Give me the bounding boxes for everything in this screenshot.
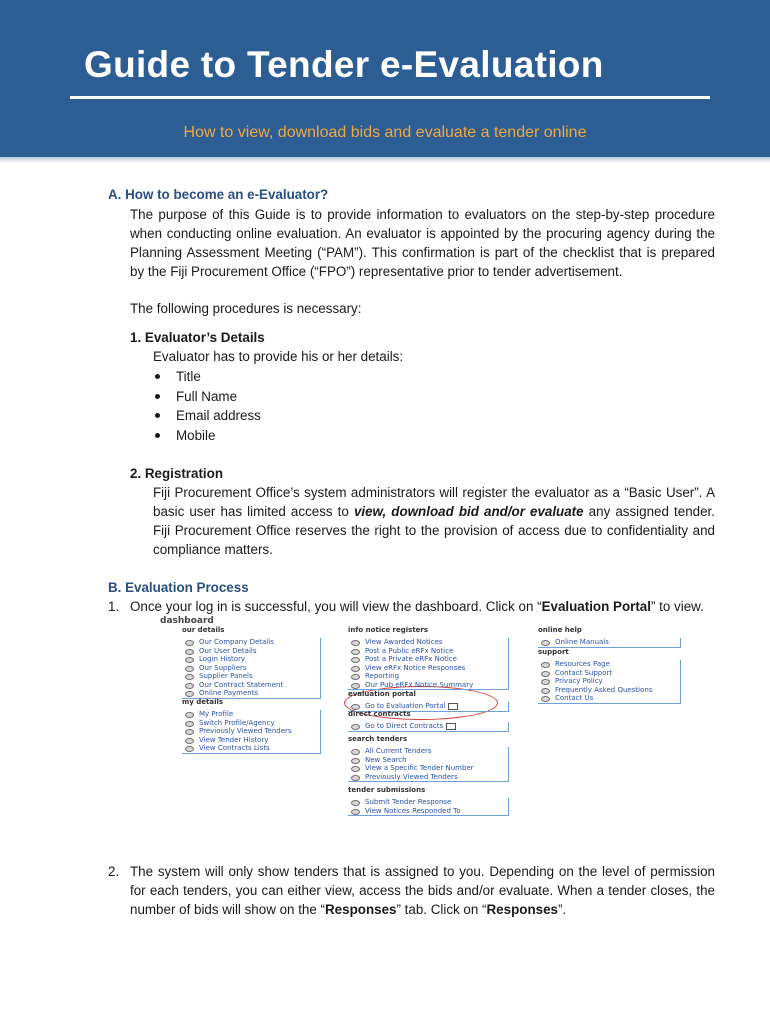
eye-icon [351, 724, 360, 730]
dashboard-link[interactable]: Supplier Panels [182, 672, 320, 681]
bullet-icon [155, 413, 160, 418]
banner-shadow [0, 157, 770, 163]
eye-icon [185, 666, 194, 672]
open-icon [448, 703, 458, 710]
bullet-item: Full Name [153, 387, 261, 407]
dashboard-link[interactable]: Contact Us [538, 694, 680, 703]
dashboard-panel-heading: online help [538, 626, 582, 634]
eye-icon [185, 649, 194, 655]
eye-icon [351, 800, 360, 806]
page-subtitle: How to view, download bids and evaluate a tender online [183, 124, 587, 141]
eye-icon [185, 683, 194, 689]
title-banner [0, 0, 770, 157]
dashboard-panel-heading: support [538, 648, 569, 656]
dashboard-link[interactable]: Previously Viewed Tenders [348, 773, 508, 782]
eye-icon [351, 749, 360, 755]
eye-icon [185, 729, 194, 735]
dashboard-panel [538, 648, 681, 704]
eye-icon [185, 721, 194, 727]
dashboard-link[interactable]: Go to Direct Contracts [348, 722, 508, 731]
dashboard-link[interactable]: Resources Page [538, 660, 680, 669]
eye-icon [351, 809, 360, 815]
eye-icon [541, 679, 550, 685]
title-underline [70, 96, 710, 99]
dashboard-link[interactable]: View Awarded Notices [348, 638, 508, 647]
eye-icon [185, 691, 194, 697]
procedures-text: The following procedures is necessary: [130, 301, 362, 316]
item2-heading: 2. Registration [130, 466, 224, 481]
dashboard-panel [182, 626, 321, 699]
step-1-number: 1. [108, 599, 120, 614]
item2-body: Fiji Procurement Office’s system administrators will register the evaluator as a “Basic User”. A basic user has limited access to view, download bid and/or evaluate any assigned tender. Fiji Procurement Office reserves the right to the provision of access due to confidentiality and compliance matters. [153, 485, 715, 557]
dashboard-panel [348, 710, 509, 732]
dashboard-link[interactable]: Our Suppliers [182, 664, 320, 673]
dashboard-panel [538, 626, 681, 648]
dashboard-link[interactable]: View a Specific Tender Number [348, 764, 508, 773]
dashboard-panel-heading: my details [182, 698, 224, 706]
step-1-text: Once your log in is successful, you will view the dashboard. Click on “Evaluation Portal” to view. [130, 599, 704, 614]
dashboard-link[interactable]: Previously Viewed Tenders [182, 727, 320, 736]
dashboard-link[interactable]: View eRFx Notice Responses [348, 664, 508, 673]
eye-icon [185, 657, 194, 663]
step-2-text: The system will only show tenders that is assigned to you. Depending on the level of permission for each tenders, you can either view, access the bids and/or evaluate. When a tender closes, the number of bids will show on the “Responses” tab. Click on “Responses”. [130, 864, 715, 917]
item1-heading: 1. Evaluator’s Details [130, 330, 265, 345]
dashboard-link[interactable]: All Current Tenders [348, 747, 508, 756]
bullet-icon [155, 374, 160, 379]
eye-icon [351, 640, 360, 646]
bullet-item: Title [153, 367, 261, 387]
dashboard-panel-heading: search tenders [348, 735, 408, 743]
eye-icon [351, 657, 360, 663]
dashboard-panel-heading: tender submissions [348, 786, 426, 794]
open-icon [446, 723, 456, 730]
dashboard-link[interactable]: Post a Public eRFx Notice [348, 647, 508, 656]
dashboard-link[interactable]: View Contracts Lists [182, 744, 320, 753]
eye-icon [185, 640, 194, 646]
eye-icon [541, 671, 550, 677]
dashboard-screenshot [160, 616, 700, 816]
dashboard-link[interactable]: Switch Profile/Agency [182, 719, 320, 728]
dashboard-panel-heading: evaluation portal [348, 690, 416, 698]
section-a-intro: The purpose of this Guide is to provide information to evaluators on the step-by-step procedure when conducting online evaluation. An evaluator is appointed by the procuring agency during the Planning Assessment Meeting (“PAM”). This confirmation is part of the checklist that is prepared by the Fiji Procurement Office (“FPO”) representative prior to tender advertisement. [130, 207, 715, 279]
eye-icon [351, 758, 360, 764]
dashboard-link[interactable]: Our Company Details [182, 638, 320, 647]
eye-icon [185, 674, 194, 680]
step-2-number: 2. [108, 864, 120, 879]
eye-icon [351, 674, 360, 680]
dashboard-title: dashboard [160, 616, 214, 626]
details-bullet-list [153, 367, 261, 446]
eye-icon [351, 666, 360, 672]
eye-icon [185, 746, 194, 752]
bullet-icon [155, 394, 160, 399]
dashboard-panel [182, 698, 321, 754]
section-b-heading: B. Evaluation Process [108, 580, 249, 595]
dashboard-link[interactable]: Reporting [348, 672, 508, 681]
dashboard-link[interactable]: View Tender History [182, 736, 320, 745]
bullet-icon [155, 433, 160, 438]
dashboard-link[interactable]: My Profile [182, 710, 320, 719]
section-a-heading: A. How to become an e-Evaluator? [108, 187, 329, 202]
dashboard-panel [348, 735, 509, 782]
dashboard-link[interactable]: New Search [348, 756, 508, 765]
eye-icon [351, 683, 360, 689]
dashboard-link[interactable]: Submit Tender Response [348, 798, 508, 807]
item2-emphasis: view, download bid and/or evaluate [353, 504, 584, 519]
eye-icon [351, 649, 360, 655]
dashboard-panel [348, 786, 509, 816]
eye-icon [185, 712, 194, 718]
eye-icon [541, 662, 550, 668]
dashboard-link[interactable]: Login History [182, 655, 320, 664]
dashboard-link[interactable]: Our Contract Statement [182, 681, 320, 690]
dashboard-link[interactable]: Online Payments [182, 689, 320, 698]
dashboard-link[interactable]: Our User Details [182, 647, 320, 656]
eye-icon [185, 738, 194, 744]
bullet-item: Mobile [153, 426, 261, 446]
eye-icon [351, 775, 360, 781]
dashboard-link[interactable]: View Notices Responded To [348, 807, 508, 816]
eye-icon [541, 640, 550, 646]
dashboard-link[interactable]: Go to Evaluation Portal [348, 702, 508, 711]
eye-icon [541, 696, 550, 702]
dashboard-panel-heading: our details [182, 626, 225, 634]
eye-icon [541, 688, 550, 694]
dashboard-panel-heading: direct contracts [348, 710, 411, 718]
page-title: Guide to Tender e-Evaluation [84, 44, 604, 85]
eye-icon [351, 766, 360, 772]
item1-body: Evaluator has to provide his or her details: [153, 349, 404, 364]
dashboard-panel [348, 626, 509, 690]
dashboard-link[interactable]: Frequently Asked Questions [538, 686, 680, 695]
dashboard-link[interactable]: Contact Support [538, 669, 680, 678]
dashboard-link[interactable]: Privacy Policy [538, 677, 680, 686]
dashboard-link[interactable]: Online Manuals [538, 638, 680, 647]
dashboard-link[interactable]: Our Pub eRFx Notice Summary [348, 681, 508, 690]
dashboard-panel-heading: info notice registers [348, 626, 429, 634]
bullet-item: Email address [153, 406, 261, 426]
dashboard-link[interactable]: Post a Private eRFx Notice [348, 655, 508, 664]
